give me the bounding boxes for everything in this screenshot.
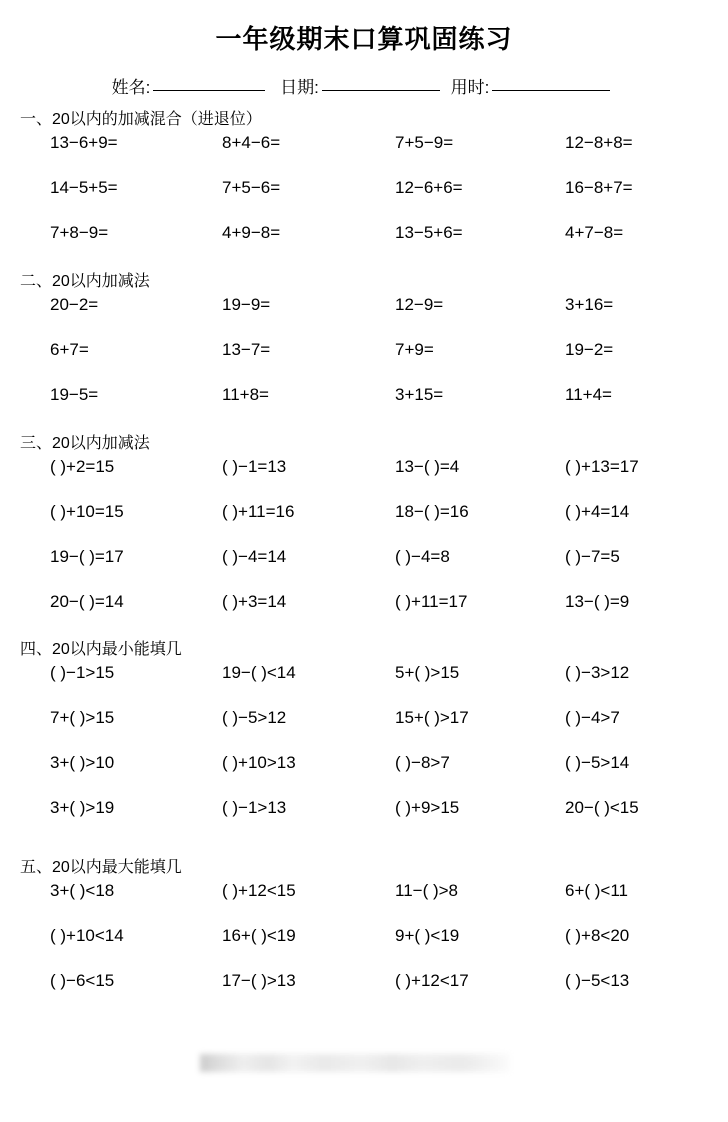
problem-row (0, 339, 728, 384)
problem-cell[interactable]: 20−( )=14 (50, 592, 124, 611)
problem-cell[interactable]: ( )−1>15 (50, 663, 115, 682)
problem-cell[interactable]: 20−( )<15 (565, 798, 639, 817)
problem-cell[interactable]: ( )−4=8 (395, 547, 450, 566)
problem-row (0, 970, 728, 1015)
problem-cell[interactable]: 14−5+5= (50, 178, 118, 197)
problem-cell[interactable]: 4+9−8= (222, 223, 281, 242)
problem-cell[interactable]: ( )−1>13 (222, 798, 287, 817)
bottom-watermark-blur (200, 1054, 510, 1072)
problem-row (0, 501, 728, 546)
problem-cell[interactable]: ( )−1=13 (222, 457, 287, 476)
problem-rows (0, 456, 728, 636)
problem-row (0, 177, 728, 222)
problem-cell[interactable]: ( )−4=14 (222, 547, 287, 566)
problem-cell[interactable]: 3+( )>19 (50, 798, 115, 817)
problem-cell[interactable]: ( )−7=5 (565, 547, 620, 566)
section-heading: 四、20以内最小能填几 (20, 641, 182, 658)
problem-cell[interactable]: 18−( )=16 (395, 502, 469, 521)
problem-row (0, 546, 728, 591)
time-field[interactable] (451, 76, 617, 100)
problem-cell[interactable]: 19−( )=17 (50, 547, 124, 566)
section-heading: 三、20以内加减法 (20, 435, 150, 452)
problem-row (0, 222, 728, 267)
problem-cell[interactable]: ( )+3=14 (222, 592, 287, 611)
problem-cell[interactable]: 11+4= (565, 385, 612, 404)
problem-cell[interactable]: 12−6+6= (395, 178, 463, 197)
problem-cell[interactable]: 13−5+6= (395, 223, 463, 242)
problem-cell[interactable]: ( )+2=15 (50, 457, 115, 476)
problem-row (0, 456, 728, 501)
section-heading: 一、20以内的加减混合（进退位） (20, 111, 262, 128)
problem-cell[interactable]: 5+( )>15 (395, 663, 460, 682)
problem-cell[interactable]: 12−9= (395, 295, 444, 314)
problem-cell[interactable]: ( )+4=14 (565, 502, 630, 521)
problem-cell[interactable]: 8+4−6= (222, 133, 281, 152)
section-heading: 五、20以内最大能填几 (20, 859, 182, 876)
problem-cell[interactable]: 12−8+8= (565, 133, 633, 152)
problem-cell[interactable]: ( )+13=17 (565, 457, 639, 476)
problem-cell[interactable]: 19−2= (565, 340, 614, 359)
problem-cell[interactable]: 3+15= (395, 385, 444, 404)
problem-row (0, 925, 728, 970)
name-field[interactable] (112, 76, 276, 100)
problem-row (0, 132, 728, 177)
date-writing-line[interactable] (322, 76, 440, 91)
problem-cell[interactable]: 13−7= (222, 340, 271, 359)
problem-cell[interactable]: ( )+8<20 (565, 926, 630, 945)
date-field[interactable] (280, 76, 446, 100)
problem-rows (0, 132, 728, 267)
problem-cell[interactable]: ( )−6<15 (50, 971, 115, 990)
problem-cell[interactable]: 9+( )<19 (395, 926, 460, 945)
problem-cell[interactable]: 6+7= (50, 340, 89, 359)
problem-cell[interactable]: 13−( )=9 (565, 592, 630, 611)
problem-cell[interactable]: ( )+12<17 (395, 971, 469, 990)
problem-cell[interactable]: 7+5−9= (395, 133, 454, 152)
problem-row (0, 384, 728, 429)
student-info-header (0, 76, 728, 100)
problem-cell[interactable]: 20−2= (50, 295, 99, 314)
problem-row (0, 880, 728, 925)
problem-cell[interactable]: 3+16= (565, 295, 614, 314)
problem-cell[interactable]: 16+( )<19 (222, 926, 296, 945)
time-label: 用时: (450, 78, 490, 97)
problem-cell[interactable]: 4+7−8= (565, 223, 624, 242)
problem-cell[interactable]: 7+8−9= (50, 223, 109, 242)
problem-row (0, 797, 728, 842)
problem-cell[interactable]: ( )+11=16 (222, 502, 295, 521)
problem-cell[interactable]: ( )+10=15 (50, 502, 124, 521)
problem-cell[interactable]: 3+( )>10 (50, 753, 115, 772)
problem-cell[interactable]: ( )+10<14 (50, 926, 124, 945)
problem-rows (0, 294, 728, 429)
problem-cell[interactable]: ( )+10>13 (222, 753, 296, 772)
problem-cell[interactable]: 11+8= (222, 385, 269, 404)
problem-cell[interactable]: 11−( )>8 (395, 881, 459, 900)
section-heading: 二、20以内加减法 (20, 273, 150, 290)
page-title: 一年级期末口算巩固练习 (215, 24, 513, 54)
problem-cell[interactable]: 19−( )<14 (222, 663, 296, 682)
problem-cell[interactable]: 13−( )=4 (395, 457, 460, 476)
problem-cell[interactable]: 3+( )<18 (50, 881, 115, 900)
date-label: 日期: (280, 78, 319, 97)
problem-cell[interactable]: ( )−3>12 (565, 663, 630, 682)
problem-row (0, 662, 728, 707)
problem-cell[interactable]: 19−9= (222, 295, 271, 314)
problem-cell[interactable]: 7+5−6= (222, 178, 281, 197)
problem-cell[interactable]: 7+( )>15 (50, 708, 115, 727)
problem-cell[interactable]: ( )−8>7 (395, 753, 450, 772)
problem-row (0, 707, 728, 752)
problem-row (0, 752, 728, 797)
name-label: 姓名: (111, 78, 151, 97)
problem-cell[interactable]: ( )+9>15 (395, 798, 460, 817)
problem-rows (0, 880, 728, 1015)
time-writing-line[interactable] (492, 76, 610, 91)
problem-rows (0, 662, 728, 842)
problem-cell[interactable]: ( )−5>14 (565, 753, 630, 772)
problem-cell[interactable]: ( )−4>7 (565, 708, 620, 727)
problem-row (0, 294, 728, 339)
problem-cell[interactable]: 15+( )>17 (395, 708, 469, 727)
problem-cell[interactable]: 19−5= (50, 385, 99, 404)
problem-cell[interactable]: ( )−5>12 (222, 708, 287, 727)
problem-cell[interactable]: 17−( )>13 (222, 971, 296, 990)
problem-cell[interactable]: 13−6+9= (50, 133, 118, 152)
problem-cell[interactable]: ( )+11=17 (395, 592, 468, 611)
name-writing-line[interactable] (153, 76, 265, 91)
problem-cell[interactable]: 6+( )<11 (565, 881, 629, 900)
problem-row (0, 591, 728, 636)
problem-cell[interactable]: 16−8+7= (565, 178, 633, 197)
problem-cell[interactable]: ( )−5<13 (565, 971, 630, 990)
problem-cell[interactable]: ( )+12<15 (222, 881, 296, 900)
problem-cell[interactable]: 7+9= (395, 340, 434, 359)
